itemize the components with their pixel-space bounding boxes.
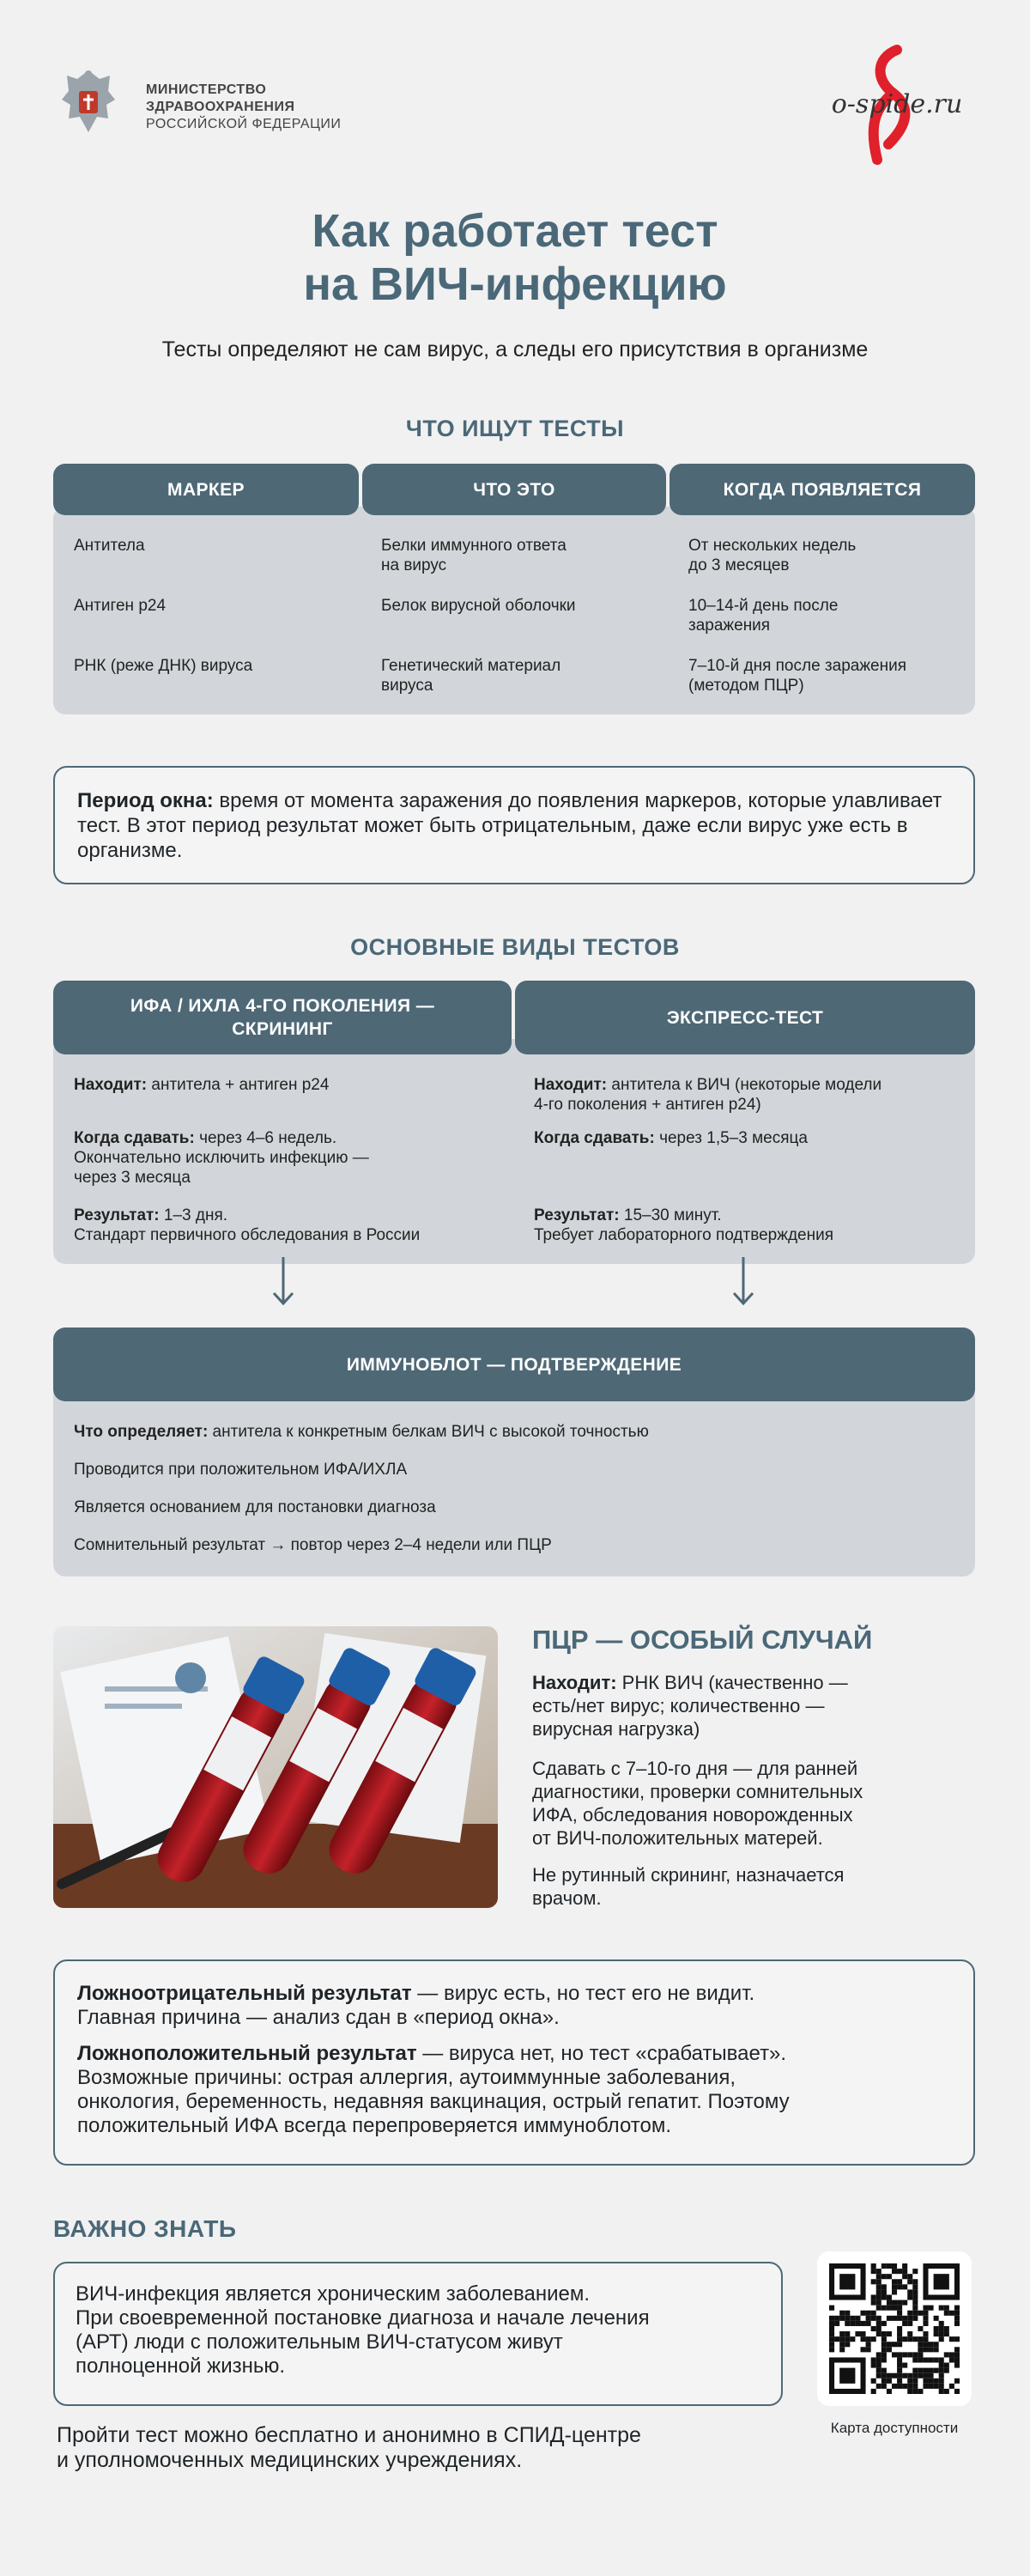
- table-cell: 7–10-й дня после заражения (методом ПЦР): [688, 657, 907, 695]
- test-type-header-express: ЭКСПРЕСС-ТЕСТ: [515, 981, 975, 1054]
- ministry-emblem-icon: [58, 65, 118, 137]
- important-callout: ВИЧ-инфекция является хроническим заболеванием. При своевременной постановке диагноза и начале лечения (АРТ) люди с положительным ВИЧ-статусом живут полноценной жизнью.: [53, 2262, 783, 2406]
- list-item: Проводится при положительном ИФА/ИХЛА: [74, 1461, 408, 1479]
- page-title-line-1: Как работает тест: [312, 205, 718, 257]
- elisa-result: Результат: 1–3 дня. Стандарт первичного обследования в России: [74, 1206, 421, 1244]
- site-logo[interactable]: [815, 41, 978, 170]
- table-cell: 10–14-й день после заражения: [688, 597, 839, 635]
- express-finds: Находит: антитела к ВИЧ (некоторые модели 4-го поколения + антиген р24): [534, 1076, 882, 1114]
- section-title-test-types: ОСНОВНЫЕ ВИДЫ ТЕСТОВ: [350, 934, 680, 960]
- pcr-title: ПЦР — ОСОБЫЙ СЛУЧАЙ: [532, 1625, 873, 1655]
- table-cell: Антитела: [74, 537, 145, 555]
- express-when: Когда сдавать: через 1,5–3 месяца: [534, 1129, 808, 1147]
- markers-column-header-marker: МАРКЕР: [53, 464, 359, 515]
- page-subtitle: Тесты определяют не сам вирус, а следы его присутствия в организме: [161, 337, 869, 361]
- window-period-term: Период окна:: [77, 789, 214, 812]
- test-type-header-elisa: ИФА / ИХЛА 4-ГО ПОКОЛЕНИЯ — СКРИНИНГ: [53, 981, 512, 1054]
- table-cell: Антиген р24: [74, 597, 167, 615]
- list-item: Сомнительный результат → повтор через 2–4 недели или ПЦР: [74, 1536, 552, 1554]
- table-cell: От нескольких недель до 3 месяцев: [688, 537, 857, 574]
- qr-code[interactable]: [817, 2251, 972, 2406]
- window-period-callout: [53, 766, 975, 884]
- arrow-down-icon: [270, 1255, 296, 1307]
- immunoblot-header: ИММУНОБЛОТ — ПОДТВЕРЖДЕНИЕ: [53, 1327, 975, 1401]
- table-cell: Генетический материал вируса: [381, 657, 561, 695]
- pcr-finds: Находит: РНК ВИЧ (качественно — есть/нет вирус; количественно — вирусная нагрузка): [532, 1672, 848, 1740]
- qr-code-icon: [829, 2263, 960, 2394]
- site-logo-text: o-spide.ru: [831, 89, 963, 119]
- immunoblot-detects: Что определяет: антитела к конкретным белкам ВИЧ с высокой точностью: [74, 1423, 649, 1441]
- ministry-name-line-1: МИНИСТЕРСТВО: [146, 82, 267, 97]
- page-title-line-2: на ВИЧ-инфекцию: [303, 258, 727, 310]
- elisa-finds: Находит: антитела + антиген р24: [74, 1076, 330, 1094]
- express-result: Результат: 15–30 минут. Требует лабораторного подтверждения: [534, 1206, 833, 1244]
- markers-column-header-what: ЧТО ЭТО: [362, 464, 666, 515]
- elisa-when: Когда сдавать: через 4–6 недель. Окончательно исключить инфекцию — через 3 месяца: [74, 1129, 369, 1187]
- pcr-text-not-routine: Не рутинный скрининг, назначается врачом.: [532, 1864, 845, 1909]
- table-cell: Белки иммунного ответа на вирус: [381, 537, 566, 574]
- pcr-text-when: Сдавать с 7–10-го дня — для ранней диагностики, проверки сомнительных ИФА, обследования новорожденных от ВИЧ-положительных матерей.: [532, 1758, 863, 1849]
- ministry-name-line-3: РОССИЙСКОЙ ФЕДЕРАЦИИ: [146, 117, 342, 131]
- ministry-name-line-2: ЗДРАВООХРАНЕНИЯ: [146, 100, 295, 114]
- false-negative-text: Ложноотрицательный результат — вирус есть, но тест его не видит. Главная причина — анализ сдан в «период окна».: [77, 1982, 755, 2029]
- section-title-important: ВАЖНО ЗНАТЬ: [53, 2215, 237, 2242]
- list-item: Является основанием для постановки диагноза: [74, 1498, 436, 1516]
- footer-text: Пройти тест можно бесплатно и анонимно в СПИД-центре и уполномоченных медицинских учреждениях.: [57, 2423, 641, 2472]
- blood-tubes-image: [53, 1626, 498, 1908]
- arrow-down-icon: [730, 1255, 756, 1307]
- table-cell: РНК (реже ДНК) вируса: [74, 657, 253, 675]
- section-title-markers: ЧТО ИЩУТ ТЕСТЫ: [405, 416, 625, 441]
- qr-caption: Карта доступности: [830, 2420, 959, 2436]
- false-positive-text: Ложноположительный результат — вируса нет, но тест «срабатывает». Возможные причины: острая аллергия, аутоиммунные заболевания, онкология, беременность, недавняя вакцинация, острый гепатит. Поэтому положительный ИФА всегда перепроверяется иммуноблотом.: [77, 2042, 790, 2137]
- window-period-text: время от момента заражения до появления маркеров, которые улавливает тест. В этот период результат может быть отрицательным, даже если вирус уже есть в организме.: [77, 789, 942, 862]
- markers-column-header-when: КОГДА ПОЯВЛЯЕТСЯ: [670, 464, 975, 515]
- table-cell: Белок вирусной оболочки: [381, 597, 576, 615]
- false-results-callout: [53, 1959, 975, 2166]
